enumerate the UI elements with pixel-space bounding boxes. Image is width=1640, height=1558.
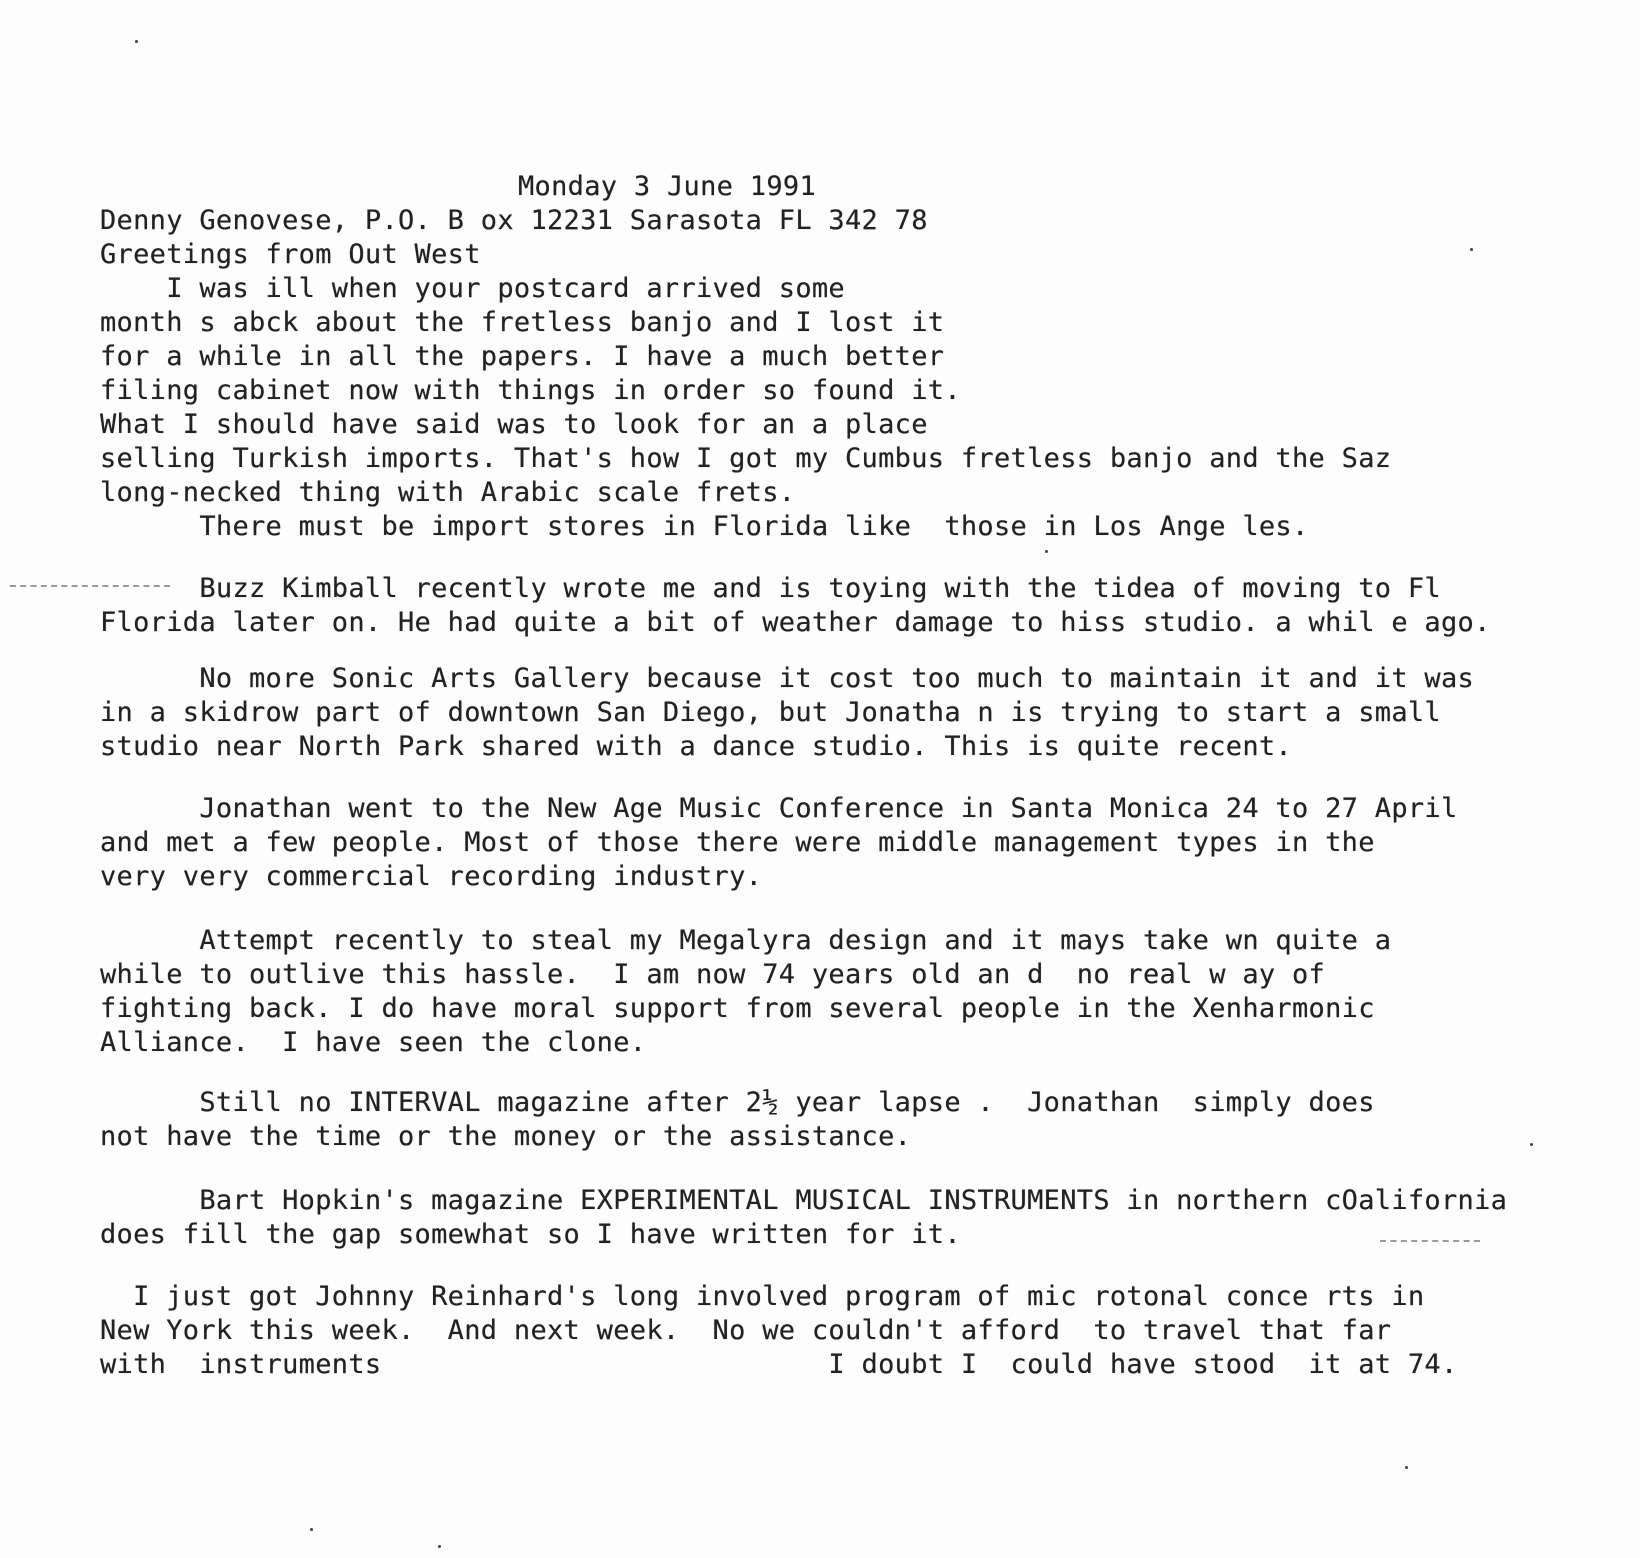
scan-dash-mark (10, 585, 170, 588)
letter-line: Alliance. I have seen the clone. (100, 1027, 647, 1058)
letter-line: Still no INTERVAL magazine after 2½ year lapse . Jonathan simply does (100, 1087, 1375, 1118)
letter-line: fighting back. I do have moral support from several people in the Xenharmonic (100, 993, 1375, 1024)
letter-line: Bart Hopkin's magazine EXPERIMENTAL MUSICAL INSTRUMENTS in northern cOalifornia (100, 1185, 1508, 1216)
letter-line: month s abck about the fretless banjo and I lost it (100, 307, 945, 338)
scan-dash-mark (1380, 1240, 1480, 1243)
letter-line: Jonathan went to the New Age Music Conference in Santa Monica 24 to 27 April (100, 793, 1458, 824)
scan-speck (438, 1545, 441, 1548)
letter-line: long-necked thing with Arabic scale frets. (100, 477, 796, 508)
letter-line: Buzz Kimball recently wrote me and is toying with the tidea of moving to Fl (100, 573, 1441, 604)
letter-line: and met a few people. Most of those there were middle management types in the (100, 827, 1375, 858)
greeting-line: Greetings from Out West (100, 239, 481, 270)
letter-line: not have the time or the money or the assistance. (100, 1121, 912, 1152)
scan-speck (1470, 248, 1473, 251)
scan-speck (310, 1528, 313, 1531)
scan-speck (1530, 1143, 1533, 1146)
letter-date: Monday 3 June 1991 (518, 171, 816, 202)
letter-line: New York this week. And next week. No we couldn't afford to travel that far (100, 1315, 1392, 1346)
letter-line: I was ill when your postcard arrived some (100, 273, 845, 304)
letter-line: very very commercial recording industry. (100, 861, 763, 892)
letter-line: for a while in all the papers. I have a much better (100, 341, 945, 372)
letter-line: while to outlive this hassle. I am now 74 years old an d no real w ay of (100, 959, 1326, 990)
letter-line: Florida later on. He had quite a bit of weather damage to hiss studio. a whil e ago. (100, 607, 1491, 638)
letter-line: I just got Johnny Reinhard's long involved program of mic rotonal conce rts in (100, 1281, 1425, 1312)
letter-line: in a skidrow part of downtown San Diego, but Jonatha n is trying to start a small (100, 697, 1441, 728)
scan-speck (135, 40, 138, 43)
letter-line: What I should have said was to look for an a place (100, 409, 928, 440)
letter-line: selling Turkish imports. That's how I got my Cumbus fretless banjo and the Saz (100, 443, 1392, 474)
scan-speck (1045, 550, 1048, 553)
letter-line: Attempt recently to steal my Megalyra design and it mays take wn quite a (100, 925, 1392, 956)
letter-line: does fill the gap somewhat so I have written for it. (100, 1219, 961, 1250)
letter-line: No more Sonic Arts Gallery because it cost too much to maintain it and it was (100, 663, 1475, 694)
letter-line: with instruments I doubt I could have stood it at 74. (100, 1349, 1458, 1380)
address-line: Denny Genovese, P.O. B ox 12231 Sarasota FL 342 78 (100, 205, 928, 236)
letter-line: filing cabinet now with things in order so found it. (100, 375, 961, 406)
scan-speck (1405, 1466, 1408, 1469)
letter-line: There must be import stores in Florida like those in Los Ange les. (100, 511, 1309, 542)
letter-line: studio near North Park shared with a dance studio. This is quite recent. (100, 731, 1292, 762)
